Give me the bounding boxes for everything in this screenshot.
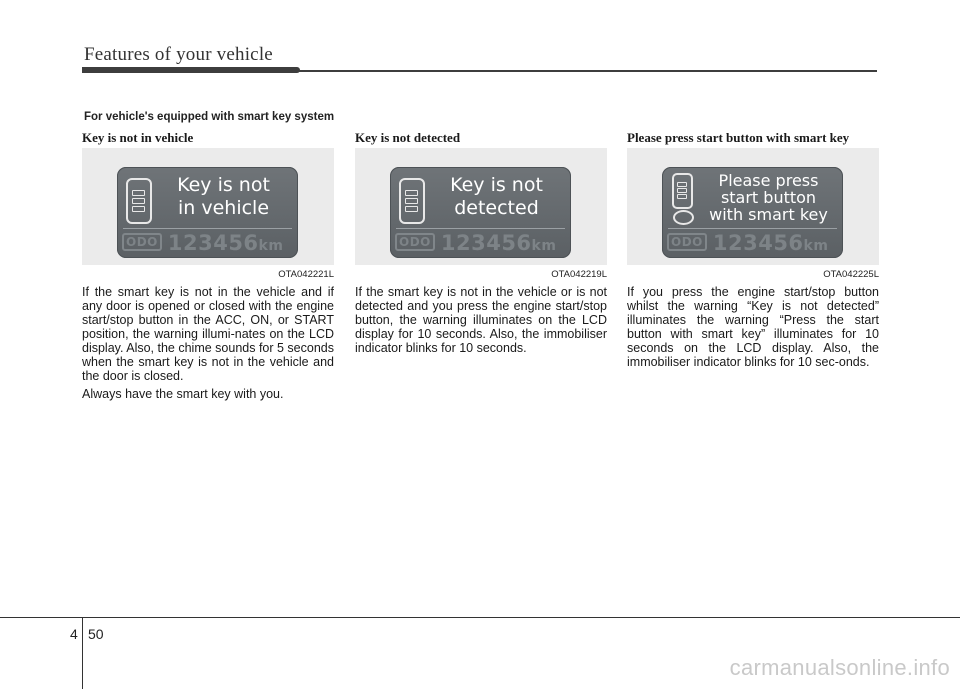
odo-label: ODO — [122, 233, 162, 251]
column-key-not-detected — [355, 130, 607, 355]
odo-unit: km — [803, 238, 829, 254]
odometer-readout — [667, 231, 828, 255]
lcd-display — [662, 167, 843, 258]
page-number: 50 — [88, 626, 104, 642]
smart-key-icon — [126, 178, 152, 224]
column-key-not-in-vehicle — [82, 130, 334, 401]
smart-key-icon — [399, 178, 425, 224]
odo-unit: km — [531, 238, 557, 254]
odo-unit: km — [258, 238, 284, 254]
figure-code: OTA042219L — [551, 269, 607, 280]
odometer-readout — [395, 231, 556, 255]
body-paragraph: If the smart key is not in the vehicle or is not detected and you press the engine start/stop button, the warning illuminates on the LCD display for 10 seconds. Also, the immobiliser indicator blinks for 10 seconds. — [355, 285, 607, 355]
column-title: Key is not in vehicle — [82, 130, 194, 145]
column-title: Please press start button with smart key — [627, 130, 850, 145]
lcd-figure — [82, 148, 334, 265]
lcd-figure — [627, 148, 879, 265]
lcd-divider — [396, 228, 565, 229]
figure-code: OTA042225L — [823, 269, 879, 280]
body-paragraph: If you press the engine start/stop button whilst the warning “Key is not detected” illuminates the warning “Press the start button with smart key” illuminates for 10 seconds on the LCD display. Also, the immobiliser indicator blinks for 10 sec-onds. — [627, 285, 879, 369]
watermark: carmanualsonline.info — [729, 655, 950, 680]
header-rule — [82, 70, 877, 72]
figure-code: OTA042221L — [278, 269, 334, 280]
body-paragraph: If the smart key is not in the vehicle and if any door is opened or closed with the engine start/stop button in the ACC, ON, or START position, the warning illumi-nates on the LCD display. Also, the chime sounds for 5 seconds when the smart key is not in the vehicle and the door is closed. — [82, 285, 334, 383]
column-title: Key is not detected — [355, 130, 461, 145]
chapter-number: 4 — [70, 626, 78, 642]
page-header-title: Features of your vehicle — [84, 44, 273, 65]
lcd-display — [117, 167, 298, 258]
odo-value: 123456 — [440, 231, 532, 255]
start-button-icon — [673, 210, 694, 225]
lcd-warning-message: Key is not in vehicle — [177, 174, 270, 219]
lcd-divider — [668, 228, 837, 229]
section-subheading: For vehicle's equipped with smart key system — [84, 111, 335, 123]
column-press-start-button — [627, 130, 879, 369]
odo-value: 123456 — [712, 231, 804, 255]
footer-divider — [82, 617, 83, 689]
lcd-warning-message: Key is not detected — [450, 174, 543, 219]
odo-label: ODO — [395, 233, 435, 251]
odo-value: 123456 — [167, 231, 259, 255]
odo-label: ODO — [667, 233, 707, 251]
lcd-divider — [123, 228, 292, 229]
lcd-warning-message: Please press start button with smart key — [709, 171, 828, 224]
odometer-readout — [122, 231, 283, 255]
smart-key-icon — [672, 173, 693, 209]
lcd-display — [390, 167, 571, 258]
body-paragraph: Always have the smart key with you. — [82, 387, 284, 401]
footer-rule — [0, 617, 960, 618]
lcd-figure — [355, 148, 607, 265]
